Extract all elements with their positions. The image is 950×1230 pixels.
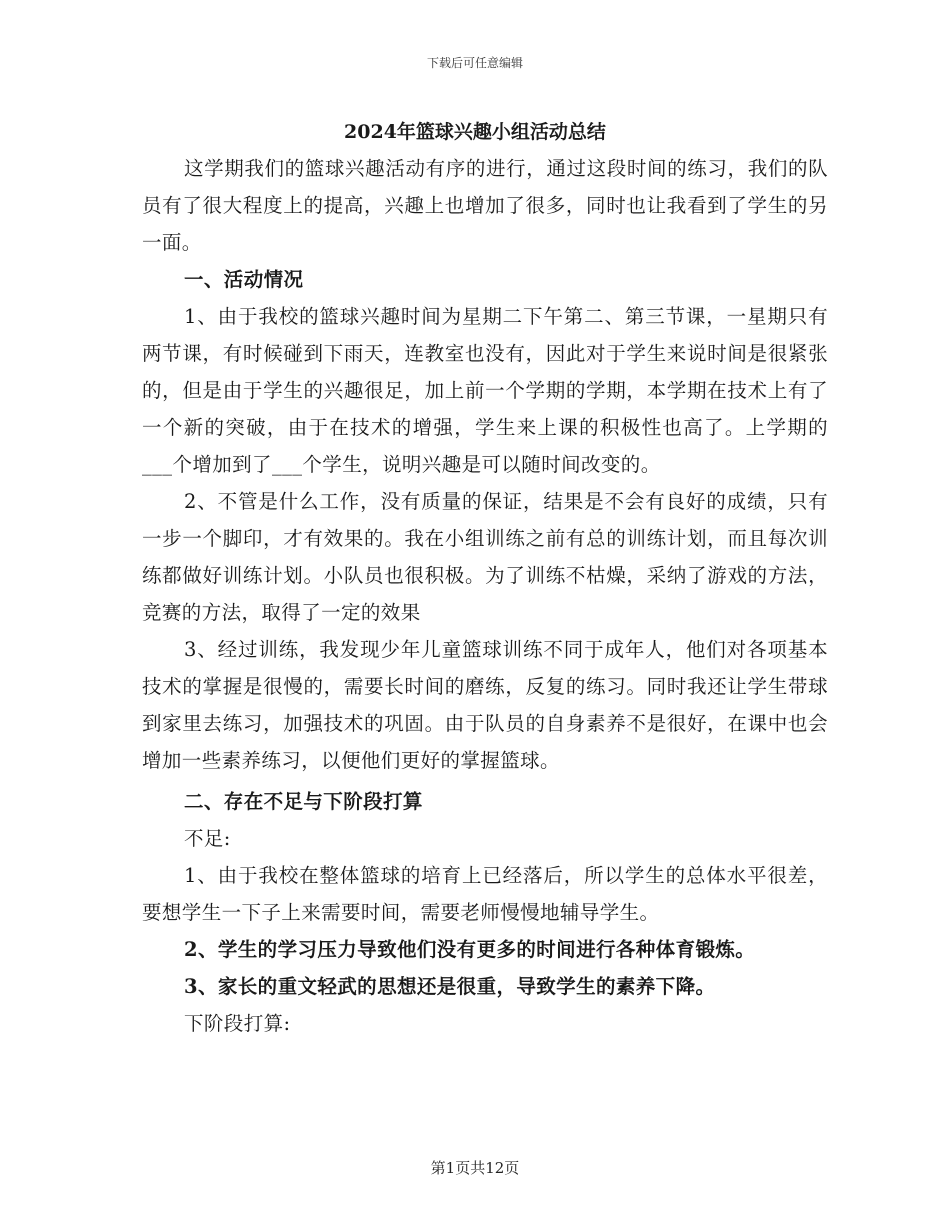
page-header-note: 下载后可任意编辑 xyxy=(426,56,523,70)
activity-item-2: 2、不管是什么工作，没有质量的保证，结果是不会有良好的成绩，只有一步一个脚印，才有效果的。我在小组训练之前有总的训练计划，而且每次训练都做好训练计划。小队员也很积极。为了训练不枯燥，采纳了游戏的方法，竞赛的方法，取得了一定的效果 xyxy=(142,490,828,624)
page-footer-page-number: 第1页共12页 xyxy=(430,1159,520,1177)
shortfall-item-2: 2、学生的学习压力导致他们没有更多的时间进行各种体育锻炼。 xyxy=(184,938,756,961)
shortfall-item-3: 3、家长的重文轻武的思想还是很重，导致学生的素养下降。 xyxy=(184,975,716,998)
activity-item-3: 3、经过训练，我发现少年儿童篮球训练不同于成年人，他们对各项基本技术的掌握是很慢的，需要长时间的磨练，反复的练习。同时我还让学生带球到家里去练习，加强技术的巩固。由于队员的自身素养不是很好，在课中也会增加一些素养练习，以便他们更好的掌握篮球。 xyxy=(142,638,828,772)
document-title: 2024年篮球兴趣小组活动总结 xyxy=(344,121,606,143)
activity-item-1: 1、由于我校的篮球兴趣时间为星期二下午第二、第三节课，一星期只有两节课，有时候碰到下雨天，连教室也没有，因此对于学生来说时间是很紧张的，但是由于学生的兴趣很足，加上前一个学期的学期，本学期在技术上有了一个新的突破，由于在技术的增强，学生来上课的积极性也高了。上学期的___个增加到了___个学生，说明兴趣是可以随时间改变的。 xyxy=(142,305,828,476)
intro-paragraph: 这学期我们的篮球兴趣活动有序的进行，通过这段时间的练习，我们的队员有了很大程度上的提高，兴趣上也增加了很多，同时也让我看到了学生的另一面。 xyxy=(142,157,828,254)
document-body xyxy=(142,150,828,1042)
next-stage-label: 下阶段打算: xyxy=(184,1012,291,1035)
section-heading-shortfalls-plans: 二、存在不足与下阶段打算 xyxy=(184,790,423,813)
shortfall-label: 不足: xyxy=(184,827,231,850)
shortfall-item-1: 1、由于我校在整体篮球的培育上已经落后，所以学生的总体水平很差，要想学生一下子上来需要时间，需要老师慢慢地辅导学生。 xyxy=(142,864,828,924)
section-heading-activities: 一、活动情况 xyxy=(184,268,304,291)
